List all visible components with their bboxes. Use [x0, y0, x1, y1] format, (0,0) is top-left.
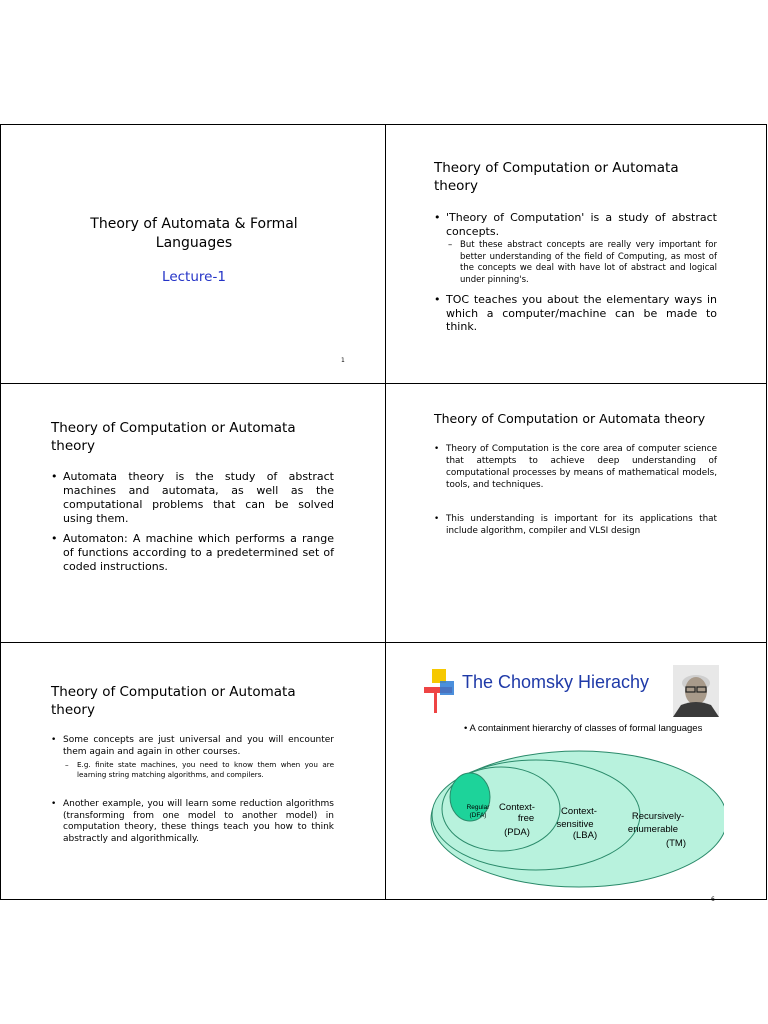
slide-5-title: Theory of Computation or Automata theory	[51, 684, 296, 718]
bullet	[434, 293, 717, 334]
slide-4	[386, 384, 768, 642]
recursively-enumerable-label: Recursively- enumerable (TM)	[627, 811, 687, 849]
slide-4-bullets	[434, 443, 717, 537]
slide-2-title: Theory of Computation or Automata theory	[434, 160, 679, 194]
portrait-photo	[673, 665, 719, 717]
slide-2	[386, 125, 768, 383]
bullet	[434, 211, 717, 286]
bullet: • This understanding is important for its applications that include algorithm, compiler and VLSI design	[434, 513, 717, 537]
chomsky-subtitle-text: A containment hierarchy of classes of formal languages	[469, 723, 703, 734]
slide-3-title: Theory of Computation or Automata theory	[51, 420, 296, 454]
slide-5	[1, 643, 385, 901]
bullet	[51, 735, 334, 779]
context-free-label: Context- free (PDA)	[499, 802, 535, 838]
slide-1-subtitle: Lecture-1	[162, 269, 226, 285]
page-number: 6	[711, 896, 715, 903]
bullet-text: TOC teaches you about the elementary ways in which a computer/machine can be made to think.	[446, 293, 717, 333]
chomsky-subtitle	[464, 723, 702, 734]
bullet-marker: •	[464, 723, 470, 734]
bullet: • Another example, you will learn some reduction algorithms (transforming from one model to another model) in computation theory, these things teach you how to think abstractly and algorithmically.	[51, 799, 334, 845]
slide-1	[1, 125, 385, 383]
slide-1-title: Theory of Automata & Formal Languages	[90, 216, 298, 251]
page-number: 1	[341, 357, 345, 364]
regular-label: Regular (DFA)	[466, 804, 490, 819]
slide-3	[1, 384, 385, 642]
slide-3-bullets	[51, 470, 334, 574]
bullet-text: 'Theory of Computation' is a study of abstract concepts.	[446, 211, 717, 238]
slide-6	[386, 643, 768, 901]
bullet: • Automata theory is the study of abstract machines and automata, as well as the computational problems that can be solved using them.	[51, 470, 334, 526]
context-sensitive-label: Context- sensitive (LBA)	[556, 806, 598, 841]
bullet: • Automaton: A machine which performs a range of functions according to a predetermined set of coded instructions.	[51, 532, 334, 574]
slide-grid	[0, 124, 767, 903]
slide-2-bullets	[434, 211, 717, 334]
sub-bullet: – E.g. finite state machines, you need to know them when you are learning string matching algorithms, and compilers.	[65, 760, 334, 779]
sub-bullet: – But these abstract concepts are really very important for better understanding of the field of Computing, as most of the concepts we deal with have lot of abstract and logical under pinning's.	[448, 240, 717, 286]
bullet: • Theory of Computation is the core area of computer science that attempts to achieve deep understanding of computational processes by means of mathematical models, tools, and techniques.	[434, 443, 717, 491]
slide-5-bullets	[51, 735, 334, 845]
chomsky-title: The Chomsky Hierachy	[462, 672, 650, 692]
bullet-text: Some concepts are just universal and you will encounter them again and again in other courses.	[63, 735, 334, 757]
slide-4-title: Theory of Computation or Automata theory	[434, 411, 706, 426]
